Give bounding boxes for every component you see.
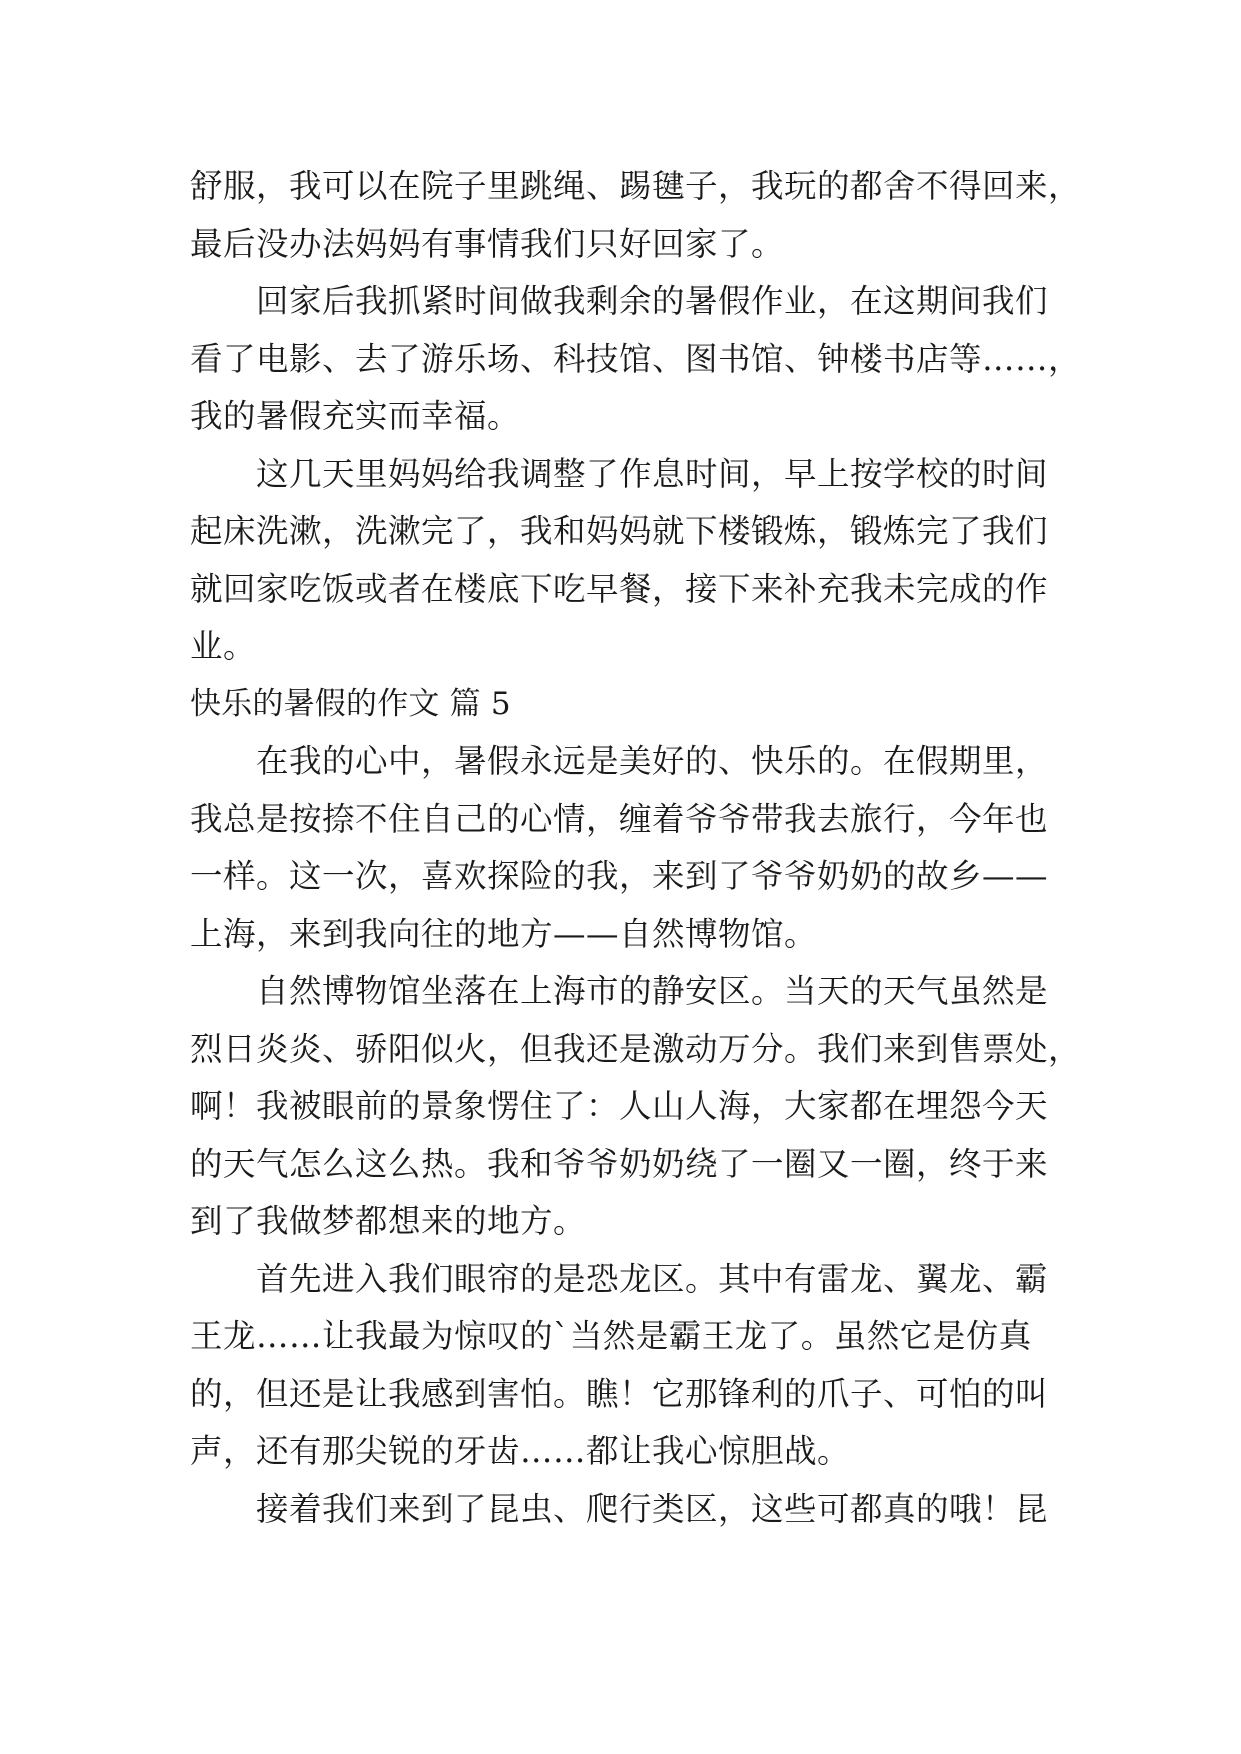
text-line: 业。 — [190, 627, 257, 665]
text-line: 看了电影、去了游乐场、科技馆、图书馆、钟楼书店等……， — [190, 339, 1082, 378]
text-line: 一样。这一次，喜欢探险的我，来到了爷爷奶奶的故乡—— — [190, 857, 1049, 895]
essay-text — [190, 158, 1082, 1538]
text-line: 在我的心中，暑假永远是美好的、快乐的。在假期里， — [190, 742, 1049, 780]
text-line: 最后没办法妈妈有事情我们只好回家了。 — [190, 224, 785, 263]
text-line: 王龙……让我最为惊叹的`当然是霸王龙了。虽然它是仿真 — [190, 1317, 1032, 1355]
text-line: 的，但还是让我感到害怕。瞧！它那锋利的爪子、可怕的叫 — [190, 1374, 1049, 1413]
text-line: 接着我们来到了昆虫、爬行类区，这些可都真的哦！昆 — [190, 1489, 1049, 1528]
text-line: 我的暑假充实而幸福。 — [190, 397, 521, 435]
text-line: 舒服，我可以在院子里跳绳、踢毽子，我玩的都舍不得回来， — [190, 167, 1082, 205]
text-line: 这几天里妈妈给我调整了作息时间，早上按学校的时间 — [190, 454, 1049, 493]
text-line: 到了我做梦都想来的地方。 — [190, 1202, 587, 1240]
text-line: 上海，来到我向往的地方——自然博物馆。 — [190, 914, 818, 953]
text-line: 就回家吃饭或者在楼底下吃早餐，接下来补充我未完成的作 — [190, 569, 1049, 608]
section-heading: 快乐的暑假的作文 篇 5 — [190, 685, 511, 722]
text-line: 首先进入我们眼帘的是恐龙区。其中有雷龙、翼龙、霸 — [190, 1259, 1049, 1298]
text-line: 烈日炎炎、骄阳似火，但我还是激动万分。我们来到售票处， — [190, 1029, 1082, 1068]
text-line: 我总是按捺不住自己的心情，缠着爷爷带我去旅行，今年也 — [190, 799, 1049, 838]
text-line: 回家后我抓紧时间做我剩余的暑假作业，在这期间我们 — [190, 282, 1049, 320]
text-line: 起床洗漱，洗漱完了，我和妈妈就下楼锻炼，锻炼完了我们 — [190, 512, 1049, 550]
text-line: 自然博物馆坐落在上海市的静安区。当天的天气虽然是 — [190, 972, 1049, 1010]
text-line: 的天气怎么这么热。我和爷爷奶奶绕了一圈又一圈，终于来 — [190, 1144, 1049, 1183]
text-line: 声，还有那尖锐的牙齿……都让我心惊胆战。 — [190, 1432, 851, 1470]
text-line: 啊！我被眼前的景象愣住了：人山人海，大家都在埋怨今天 — [190, 1087, 1049, 1125]
